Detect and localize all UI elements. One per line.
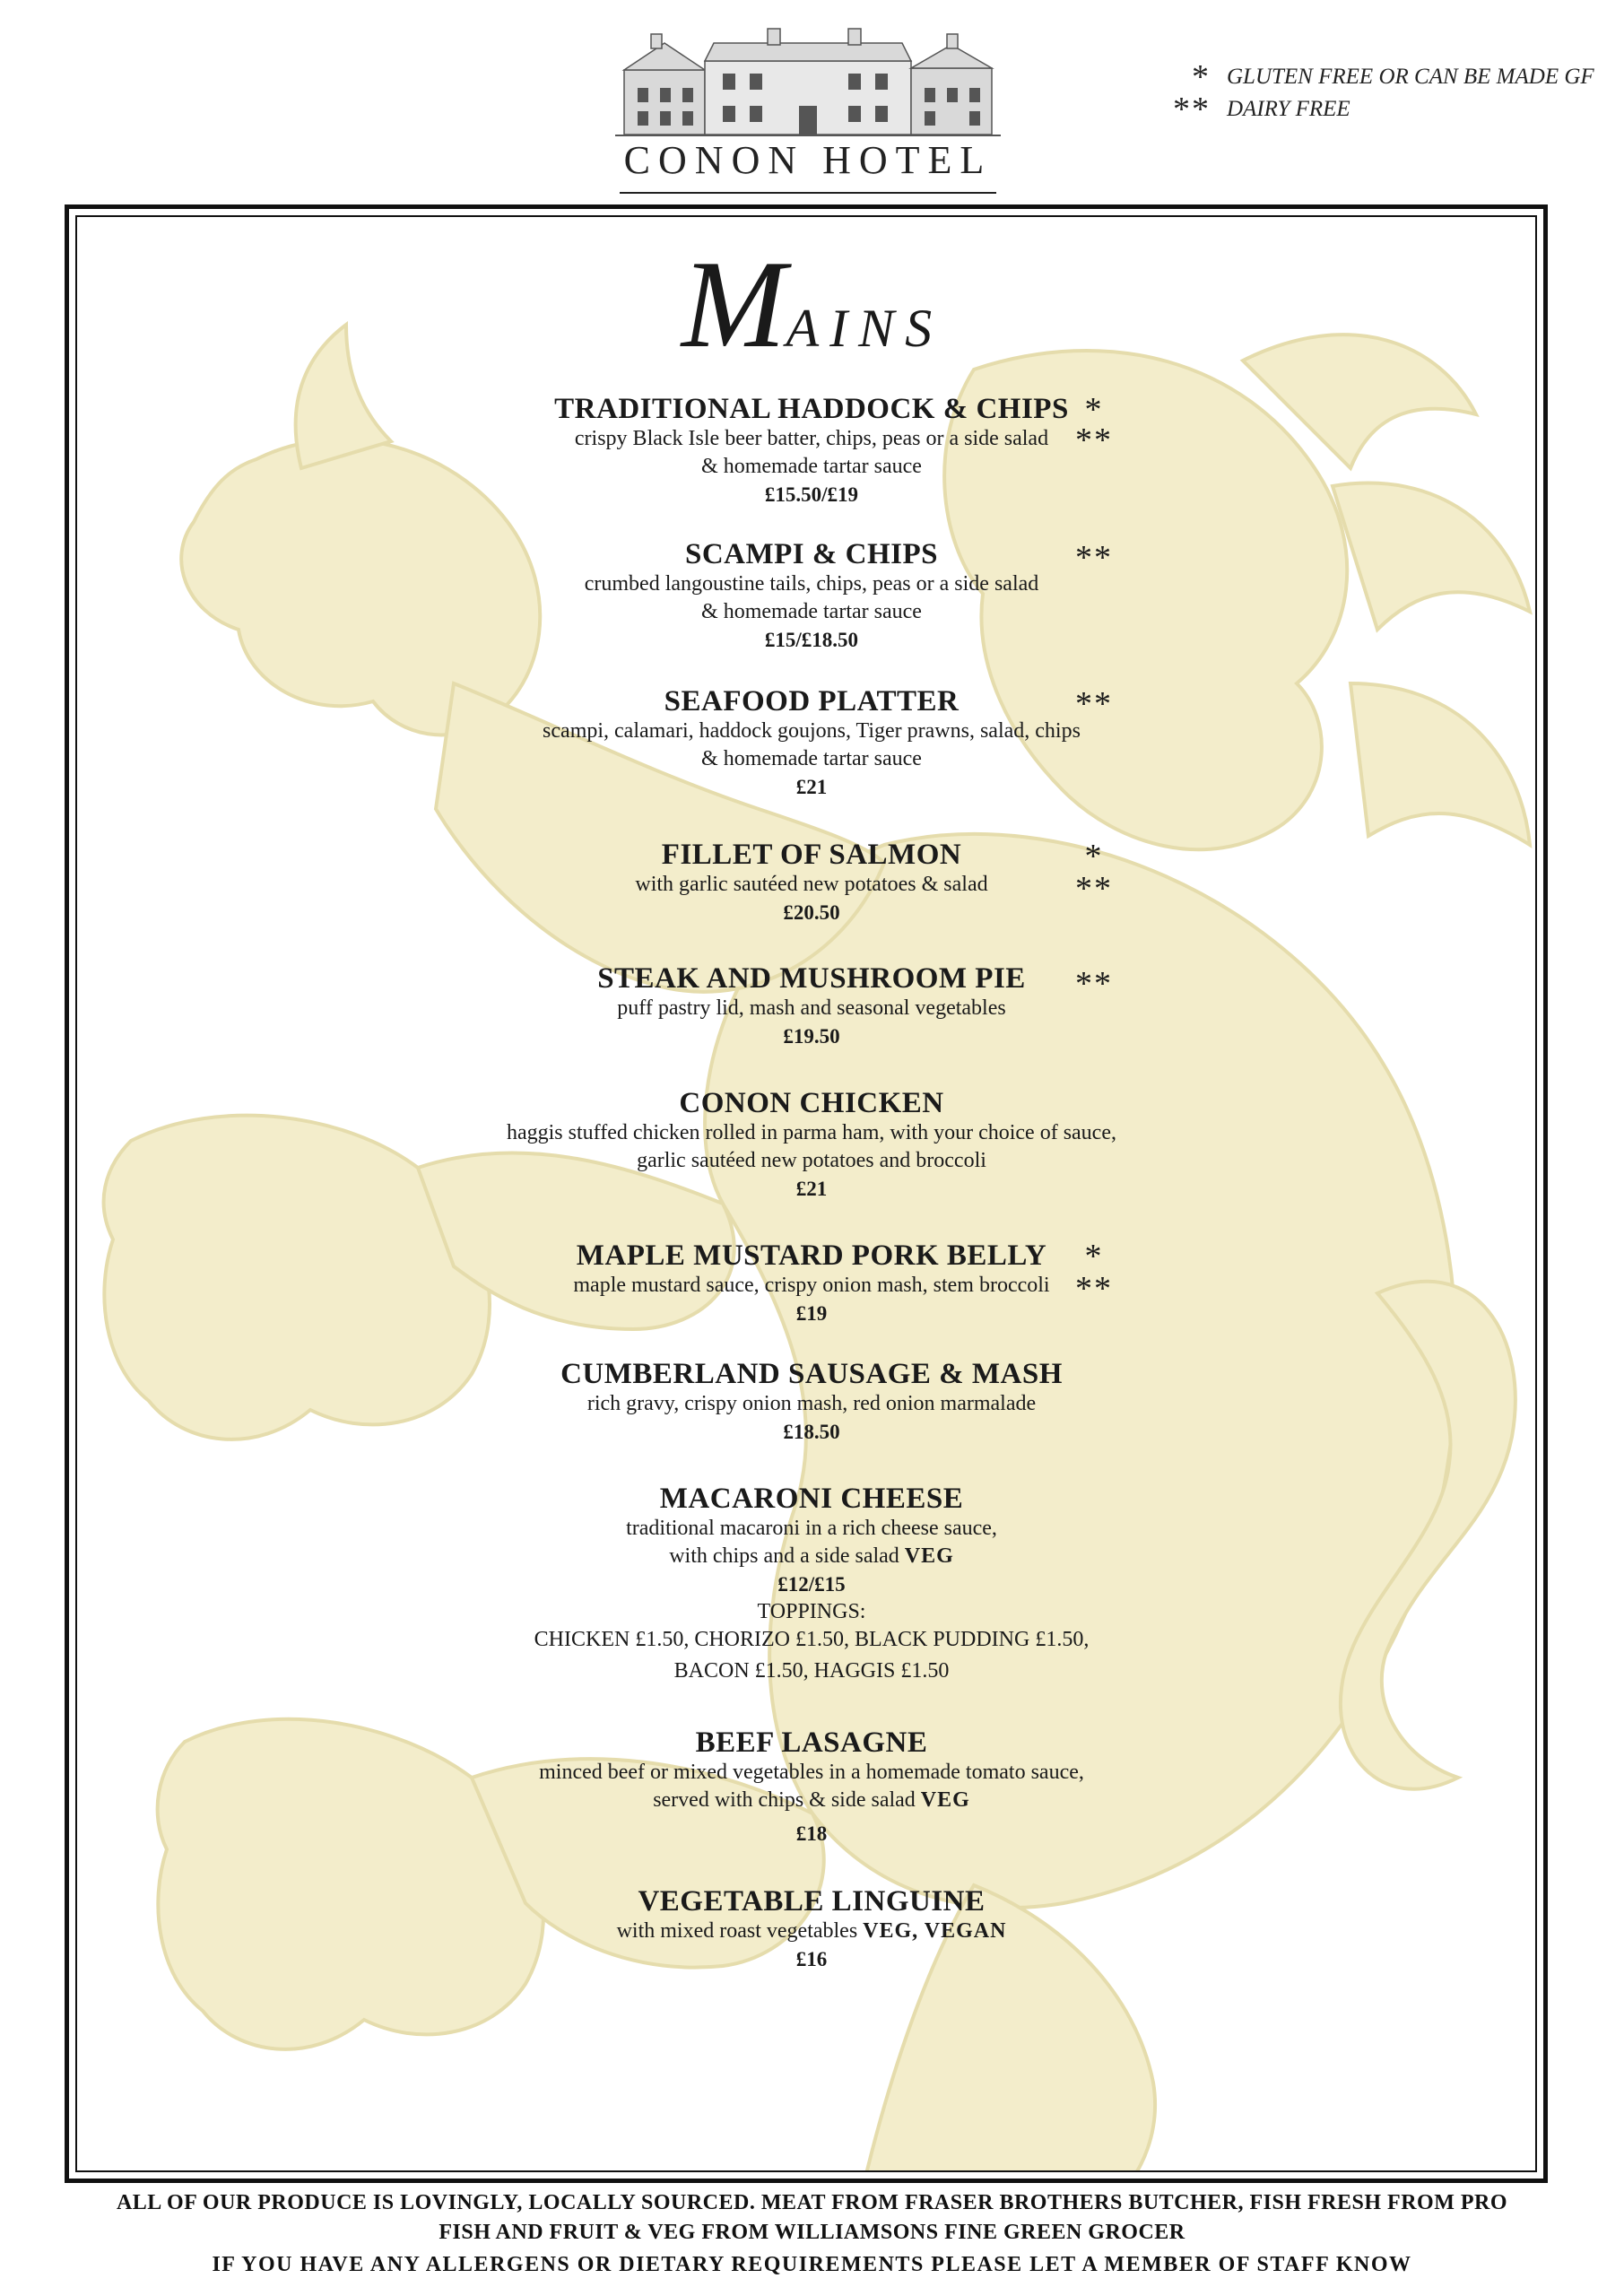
menu-item bbox=[363, 685, 1260, 801]
dairy-free-mark: ** bbox=[1075, 870, 1113, 908]
menu-title bbox=[0, 235, 1624, 391]
veg-label: VEG, VEGAN bbox=[863, 1919, 1007, 1943]
item-description bbox=[363, 1543, 1260, 1570]
menu-item bbox=[363, 1087, 1260, 1203]
item-name: SCAMPI & CHIPS bbox=[684, 538, 938, 570]
item-name: BEEF LASAGNE bbox=[695, 1726, 928, 1759]
item-price: £20.50 bbox=[783, 901, 840, 924]
gluten-free-mark: * bbox=[1084, 391, 1104, 429]
item-description: with garlic sautéed new potatoes & salad bbox=[635, 873, 988, 896]
item-description: & homemade tartar sauce bbox=[701, 455, 922, 478]
legend-label: DAIRY FREE bbox=[1227, 97, 1350, 121]
legend-dairy-free bbox=[1157, 93, 1594, 126]
footer-sourcing-line-1: ALL OF OUR PRODUCE IS LOVINGLY, LOCALLY SOURCED. MEAT FROM FRASER BROTHERS BUTCHER, FISH FRESH FROM PRO bbox=[116, 2191, 1508, 2214]
item-description: garlic sautéed new potatoes and broccoli bbox=[637, 1149, 986, 1172]
dairy-free-mark: ** bbox=[1075, 965, 1113, 1003]
item-name: MACARONI CHEESE bbox=[659, 1483, 964, 1515]
item-name: VEGETABLE LINGUINE bbox=[638, 1885, 986, 1918]
menu-title-rest: AINS bbox=[786, 299, 943, 358]
gluten-free-mark: * bbox=[1084, 1238, 1104, 1275]
item-price: £19.50 bbox=[783, 1025, 840, 1048]
item-name: STEAK AND MUSHROOM PIE bbox=[597, 962, 1026, 995]
item-description: crumbed langoustine tails, chips, peas or a side salad bbox=[584, 572, 1039, 596]
toppings-label: TOPPINGS: bbox=[757, 1600, 866, 1623]
item-price: £21 bbox=[795, 776, 828, 798]
item-price: £19 bbox=[795, 1302, 828, 1325]
item-description: & homemade tartar sauce bbox=[701, 600, 922, 623]
veg-label: VEG bbox=[904, 1544, 954, 1568]
menu-item bbox=[363, 839, 1260, 926]
item-description: with chips and a side salad bbox=[669, 1544, 899, 1568]
item-name: TRADITIONAL HADDOCK & CHIPS bbox=[554, 393, 1069, 425]
item-description: served with chips & side salad bbox=[653, 1788, 916, 1812]
item-name: CUMBERLAND SAUSAGE & MASH bbox=[560, 1358, 1063, 1390]
item-description: minced beef or mixed vegetables in a homemade tomato sauce, bbox=[539, 1761, 1084, 1784]
menu-item bbox=[363, 1483, 1260, 1685]
item-price: £12/£15 bbox=[777, 1573, 846, 1596]
item-name: MAPLE MUSTARD PORK BELLY bbox=[576, 1239, 1047, 1272]
item-description: puff pastry lid, mash and seasonal vegetables bbox=[617, 996, 1006, 1020]
dairy-free-mark: ** bbox=[1075, 539, 1113, 577]
item-name: FILLET OF SALMON bbox=[661, 839, 962, 871]
dairy-free-mark: ** bbox=[1075, 1270, 1113, 1308]
item-price: £15.50/£19 bbox=[764, 483, 859, 506]
menu-item bbox=[363, 1239, 1260, 1327]
item-description: crispy Black Isle beer batter, chips, peas or a side salad bbox=[574, 427, 1049, 450]
toppings-list: CHICKEN £1.50, CHORIZO £1.50, BLACK PUDDING £1.50, bbox=[534, 1628, 1090, 1651]
footer-sourcing-line-2: FISH AND FRUIT & VEG FROM WILLIAMSONS FINE GREEN GROCER bbox=[439, 2221, 1185, 2244]
gluten-free-mark: * bbox=[1084, 838, 1104, 875]
hotel-name: CONON HOTEL bbox=[623, 138, 993, 182]
veg-label: VEG bbox=[920, 1788, 970, 1812]
menu-item bbox=[363, 1726, 1260, 1848]
logo-divider bbox=[620, 192, 996, 194]
menu-item bbox=[363, 1885, 1260, 1973]
item-description: with mixed roast vegetables bbox=[616, 1919, 858, 1943]
item-price: £16 bbox=[795, 1948, 828, 1970]
dairy-free-mark: ** bbox=[1075, 685, 1113, 723]
gluten-free-mark: * bbox=[1192, 58, 1211, 96]
menu-item bbox=[363, 962, 1260, 1050]
item-description: rich gravy, crispy onion mash, red onion marmalade bbox=[586, 1392, 1037, 1415]
menu-item bbox=[363, 393, 1260, 509]
item-description: haggis stuffed chicken rolled in parma ham, with your choice of sauce, bbox=[506, 1121, 1116, 1144]
item-description bbox=[363, 1787, 1260, 1814]
hotel-logo bbox=[615, 16, 1001, 182]
legend-label: GLUTEN FREE OR CAN BE MADE GF bbox=[1227, 65, 1594, 89]
item-description bbox=[363, 1918, 1260, 1945]
footer-allergen-notice: IF YOU HAVE ANY ALLERGENS OR DIETARY REQUIREMENTS PLEASE LET A MEMBER OF STAFF KNOW bbox=[212, 2253, 1412, 2276]
item-price: £18 bbox=[795, 1822, 828, 1845]
item-name: CONON CHICKEN bbox=[679, 1087, 944, 1119]
dairy-free-mark: ** bbox=[1173, 91, 1211, 128]
menu-title-initial: M bbox=[681, 235, 786, 374]
toppings-list: BACON £1.50, HAGGIS £1.50 bbox=[673, 1659, 950, 1683]
item-price: £15/£18.50 bbox=[764, 629, 859, 651]
item-description: traditional macaroni in a rich cheese sauce, bbox=[626, 1517, 997, 1540]
dairy-free-mark: ** bbox=[1075, 422, 1113, 459]
dietary-legend bbox=[1157, 58, 1594, 128]
menu-item bbox=[363, 1358, 1260, 1446]
item-description: scampi, calamari, haddock goujons, Tiger prawns, salad, chips bbox=[543, 719, 1081, 743]
item-description: maple mustard sauce, crispy onion mash, stem broccoli bbox=[573, 1274, 1050, 1297]
item-description: & homemade tartar sauce bbox=[701, 747, 922, 770]
item-price: £18.50 bbox=[783, 1421, 840, 1443]
legend-gluten-free bbox=[1157, 58, 1594, 96]
hotel-building-icon bbox=[615, 16, 1001, 142]
item-price: £21 bbox=[795, 1178, 828, 1200]
menu-item bbox=[363, 538, 1260, 654]
item-name: SEAFOOD PLATTER bbox=[664, 685, 960, 718]
